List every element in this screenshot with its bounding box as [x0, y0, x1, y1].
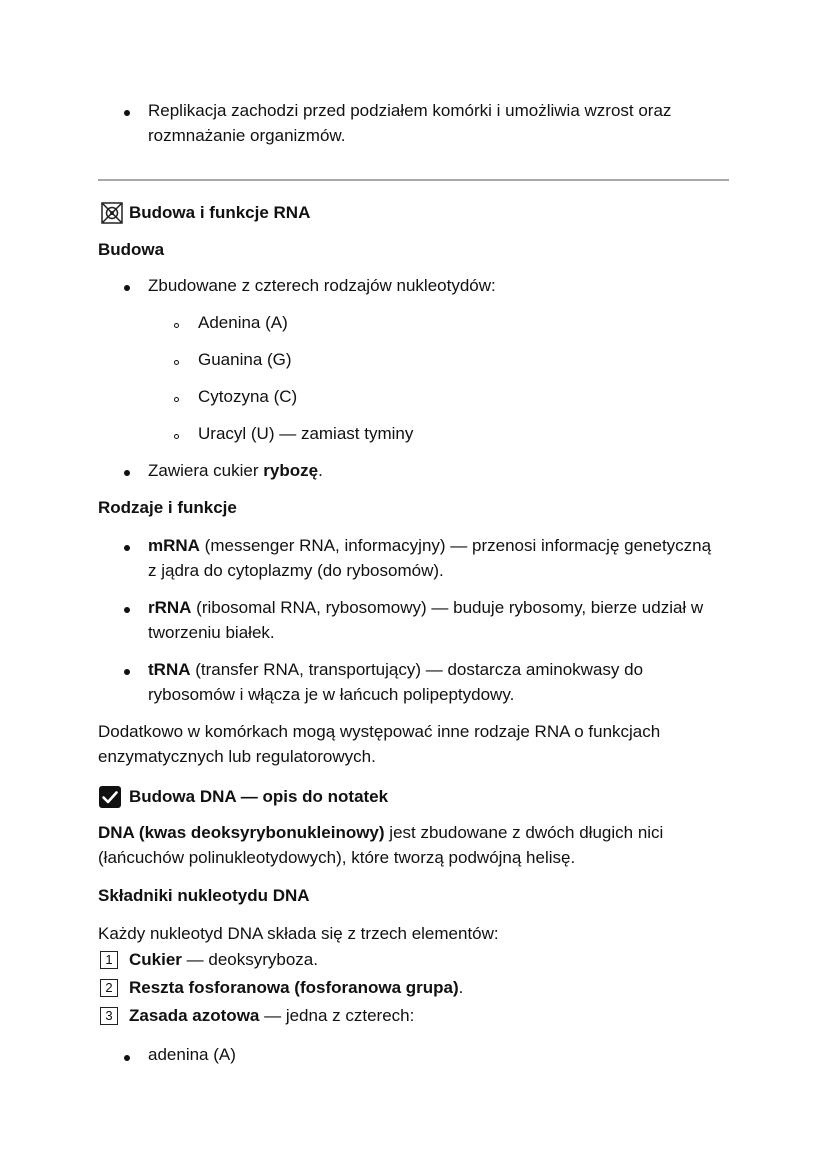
- number-2-icon: 2: [100, 979, 118, 997]
- dna-intro-line-1: DNA (kwas deoksyrybonukleinowy) jest zbudowane z dwóch długich nici: [98, 823, 664, 842]
- budowa-subheading: Budowa: [98, 240, 165, 259]
- rna-heading: Budowa i funkcje RNA: [129, 203, 311, 222]
- rna-type-rrna: rRNA (ribosomal RNA, rybosomowy) — buduje rybosomy, bierze udział w: [148, 598, 704, 617]
- number-3-icon: 3: [100, 1007, 118, 1025]
- dna-heading: Budowa DNA — opis do notatek: [129, 787, 389, 806]
- rna-type-mrna: mRNA (messenger RNA, informacyjny) — przenosi informację genetyczną: [148, 536, 712, 555]
- horizontal-divider: [98, 179, 729, 181]
- bullet-dot: [124, 110, 130, 116]
- rna-type-trna-line-2: rybosomów i włącza je w łańcuch polipeptydowy.: [148, 685, 515, 704]
- intro-line-2: rozmnażanie organizmów.: [148, 126, 346, 145]
- bullet-dot: [124, 545, 130, 551]
- bullet-dot: [124, 470, 130, 476]
- rna-type-trna: tRNA (transfer RNA, transportujący) — dostarcza aminokwasy do: [148, 660, 644, 679]
- skladniki-subheading: Składniki nukleotydu DNA: [98, 886, 310, 905]
- dna-base-item: adenina (A): [148, 1045, 236, 1064]
- nucleotide-item: Adenina (A): [198, 313, 288, 332]
- rna-type-mrna-line-2: z jądra do cytoplazmy (do rybosomów).: [148, 561, 444, 580]
- dna-element-sugar: Cukier — deoksyryboza.: [129, 950, 318, 969]
- sub-bullet-circle: [174, 397, 179, 402]
- ornament-icon: [101, 202, 123, 224]
- rodzaje-subheading: Rodzaje i funkcje: [98, 498, 237, 517]
- bullet-dot: [124, 669, 130, 675]
- rna-extra-line-1: Dodatkowo w komórkach mogą występować inne rodzaje RNA o funkcjach: [98, 722, 661, 741]
- bullet-dot: [124, 607, 130, 613]
- rna-extra-line-2: enzymatycznych lub regulatorowych.: [98, 747, 376, 766]
- dna-intro-line-2: (łańcuchów polinukleotydowych), które tworzą podwójną helisę.: [98, 848, 576, 867]
- intro-line-1: Replikacja zachodzi przed podziałem komórki i umożliwia wzrost oraz: [148, 101, 672, 120]
- rna-bullet-nucleotides: Zbudowane z czterech rodzajów nukleotydów:: [148, 276, 496, 295]
- dna-element-phosphate: Reszta fosforanowa (fosforanowa grupa).: [129, 978, 464, 997]
- checkmark-icon: [99, 786, 121, 808]
- sub-bullet-circle: [174, 360, 179, 365]
- bullet-dot: [124, 1055, 130, 1061]
- nucleotide-item: Uracyl (U) — zamiast tyminy: [198, 424, 414, 443]
- bullet-dot: [124, 285, 130, 291]
- sub-bullet-circle: [174, 434, 179, 439]
- nucleotide-item: Guanina (G): [198, 350, 292, 369]
- dna-element-base: Zasada azotowa — jedna z czterech:: [129, 1006, 415, 1025]
- nucleotide-item: Cytozyna (C): [198, 387, 298, 406]
- skladniki-intro: Każdy nukleotyd DNA składa się z trzech elementów:: [98, 924, 499, 943]
- rna-bullet-sugar: Zawiera cukier rybozę.: [148, 461, 323, 480]
- rna-type-rrna-line-2: tworzeniu białek.: [148, 623, 275, 642]
- number-1-icon: 1: [100, 951, 118, 969]
- sub-bullet-circle: [174, 323, 179, 328]
